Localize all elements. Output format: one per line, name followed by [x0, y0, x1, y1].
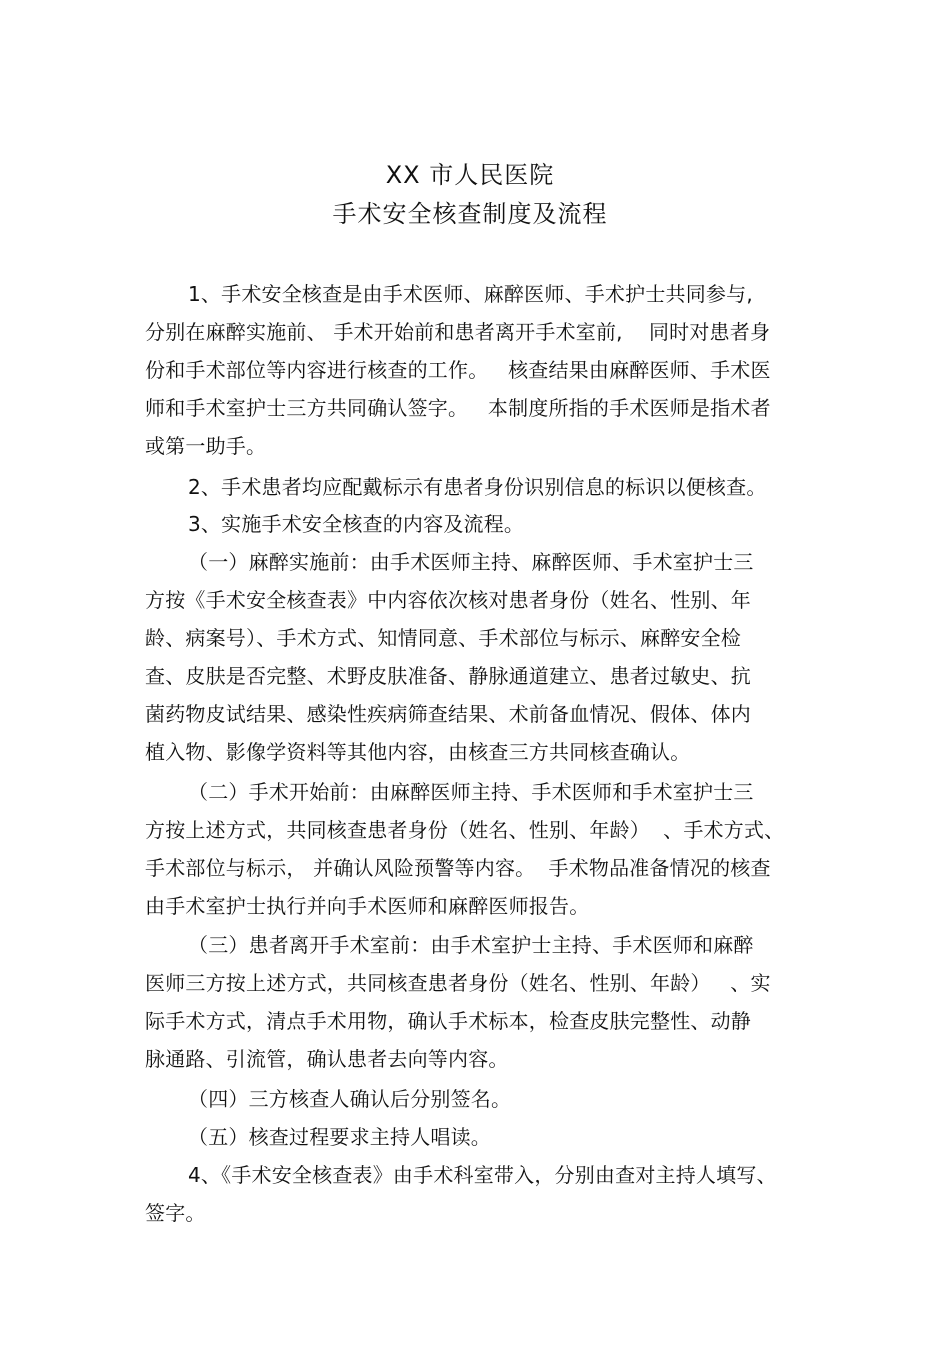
text-line: （四）三方核查人确认后分别签名。	[188, 1087, 512, 1111]
text-line: 1、手术安全核查是由手术医师、麻醉医师、手术护士共同参与,	[188, 282, 753, 306]
text-line: 方按《手术安全核查表》中内容依次核对患者身份（姓名、性别、年	[145, 588, 751, 612]
hospital-name: XX 市人民医院	[385, 161, 555, 189]
text-line: 医师三方按上述方式，共同核查患者身份（姓名、性别、年龄） 、实	[145, 971, 771, 995]
text-line: 签字。	[145, 1201, 206, 1225]
text-line: （一）麻醉实施前：由手术医师主持、麻醉医师、手术室护士三	[188, 550, 754, 574]
text-line: （三）患者离开手术室前：由手术室护士主持、手术医师和麻醉	[188, 933, 754, 957]
text-line: 师和手术室护士三方共同确认签字。 本制度所指的手术医师是指术者	[145, 396, 771, 420]
text-line: 方按上述方式，共同核查患者身份（姓名、性别、年龄） 、手术方式、	[145, 818, 785, 842]
text-line: 份和手术部位等内容进行核查的工作。 核查结果由麻醉医师、手术医	[145, 358, 771, 382]
text-line: 手术部位与标示， 并确认风险预警等内容。 手术物品准备情况的核查	[145, 856, 771, 880]
text-line: （五）核查过程要求主持人唱读。	[188, 1125, 491, 1149]
document-title: 手术安全核查制度及流程	[332, 200, 608, 228]
text-line: 脉通路、引流管，确认患者去向等内容。	[145, 1047, 509, 1071]
text-line: 龄、病案号）、手术方式、知情同意、手术部位与标示、麻醉安全检	[145, 626, 741, 650]
text-line: 际手术方式，清点手术用物，确认手术标本，检查皮肤完整性、动静	[145, 1009, 751, 1033]
text-line: 4、《手术安全核查表》由手术科室带入，分别由查对主持人填写、	[188, 1163, 777, 1187]
text-line: 查、皮肤是否完整、术野皮肤准备、静脉通道建立、患者过敏史、抗	[145, 664, 751, 688]
text-line: 3、实施手术安全核查的内容及流程。	[188, 512, 525, 536]
text-line: 植入物、影像学资料等其他内容，由核查三方共同核查确认。	[145, 740, 691, 764]
text-line: 2、手术患者均应配戴标示有患者身份识别信息的标识以便核查。	[188, 475, 767, 499]
text-line: 分别在麻醉实施前、 手术开始前和患者离开手术室前, 同时对患者身	[145, 320, 771, 344]
text-line: 由手术室护士执行并向手术医师和麻醉医师报告。	[145, 894, 590, 918]
text-line: （二）手术开始前：由麻醉医师主持、手术医师和手术室护士三	[188, 780, 754, 804]
text-line: 或第一助手。	[145, 434, 267, 458]
text-line: 菌药物皮试结果、感染性疾病筛查结果、术前备血情况、假体、体内	[145, 702, 751, 726]
